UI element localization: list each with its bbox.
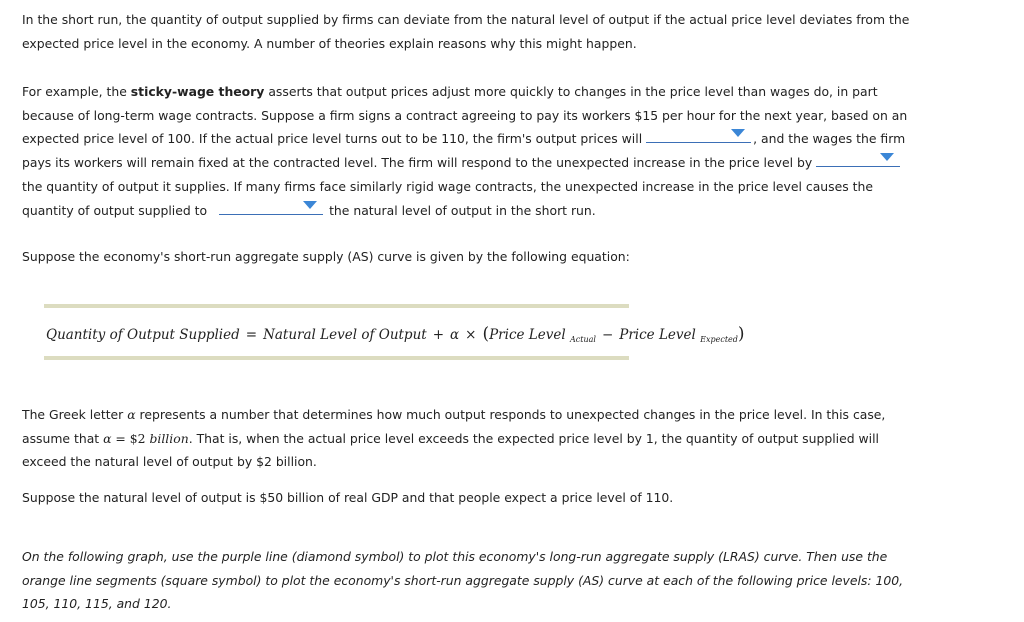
sticky-wage-text-4: the quantity of output it supplies. If many firms face similarly rigid wage contracts, the unexpected increase in the price level causes the quantity of output supplied to — [22, 178, 873, 218]
equation-times: × — [465, 327, 477, 343]
equation-price-level-actual: Price Level — [489, 327, 566, 343]
alpha-equals: = — [111, 430, 130, 446]
equation-minus: − — [601, 327, 614, 343]
alpha-value: $2 — [129, 430, 146, 446]
alpha-unit: billion — [145, 430, 189, 446]
alpha-paragraph — [22, 403, 922, 474]
alpha-text-3: . That is, when the actual price level exceeds the expected price level by 1, the quantity of output supplied will exceed the natural level of output by $2 billion. — [22, 430, 879, 470]
equation-close-paren: ) — [737, 324, 745, 344]
equation-subscript-actual: Actual — [569, 335, 596, 344]
output-prices-dropdown[interactable] — [646, 128, 751, 143]
sticky-wage-text-1: For example, the — [22, 84, 131, 99]
equation-natural-level: Natural Level of Output — [263, 327, 427, 343]
graph-instructions-paragraph — [22, 545, 922, 616]
intro-text: In the short run, the quantity of output supplied by firms can deviate from the natural level of output if the actual price level deviates from the expected price level in the economy. A number of theories explain reasons why this might happen. — [22, 12, 910, 51]
equation-price-level-expected: Price Level — [619, 327, 696, 343]
equation-alpha: α — [450, 327, 460, 343]
equation-open-paren: ( — [482, 324, 490, 344]
dropdown-arrow-icon — [731, 129, 745, 137]
equation-lhs: Quantity of Output Supplied — [46, 327, 240, 343]
equation-intro-paragraph — [22, 245, 922, 269]
intro-paragraph — [22, 8, 922, 55]
alpha-symbol-2: α — [103, 430, 112, 446]
output-supplied-dropdown[interactable] — [219, 200, 323, 215]
graph-instructions-text: On the following graph, use the purple line (diamond symbol) to plot this economy's long-run aggregate supply (LRAS) curve. Then use the orange line segments (square symbol) to plot the economy's short-run aggregate supply (AS) curve at each of the following price levels: 100, 105, 110, 115, and 120. — [22, 549, 904, 612]
sticky-wage-text-2: asserts that output prices adjust more quickly to changes in the price level than wages do, in part because of long-term wage contracts. Suppose a firm signs a contract agreeing to pay its workers $15 per hour for the next year, based on an expected price level of 100. If the actual price level turns out to be 110, the firm's output prices will — [22, 84, 908, 147]
alpha-text-2: represents a number that determines how much output responds to unexpected changes in the price level. In this case, assume that — [22, 407, 886, 446]
equation-subscript-expected: Expected — [700, 335, 738, 344]
equation-plus: + — [432, 327, 445, 343]
as-equation — [46, 324, 745, 344]
firm-response-dropdown[interactable] — [816, 152, 900, 167]
natural-level-paragraph — [22, 486, 922, 510]
sticky-wage-paragraph — [22, 80, 922, 222]
alpha-symbol: α — [127, 407, 136, 422]
equation-equals: = — [245, 327, 258, 343]
dropdown-arrow-icon — [880, 153, 894, 161]
equation-box — [44, 304, 745, 360]
sticky-wage-term: sticky-wage theory — [130, 84, 265, 99]
sticky-wage-text-3: , and the wages the firm pays its workers will remain fixed at the contracted level. The firm will respond to the unexpected increase in the price level by — [22, 131, 906, 171]
equation-intro-text: Suppose the economy's short-run aggregate supply (AS) curve is given by the following equation: — [22, 249, 630, 264]
natural-level-text: Suppose the natural level of output is $50 billion of real GDP and that people expect a price level of 110. — [22, 490, 674, 505]
sticky-wage-text-5: the natural level of output in the short run. — [329, 202, 596, 218]
alpha-text-1: The Greek letter — [22, 407, 128, 422]
dropdown-arrow-icon — [303, 201, 317, 209]
